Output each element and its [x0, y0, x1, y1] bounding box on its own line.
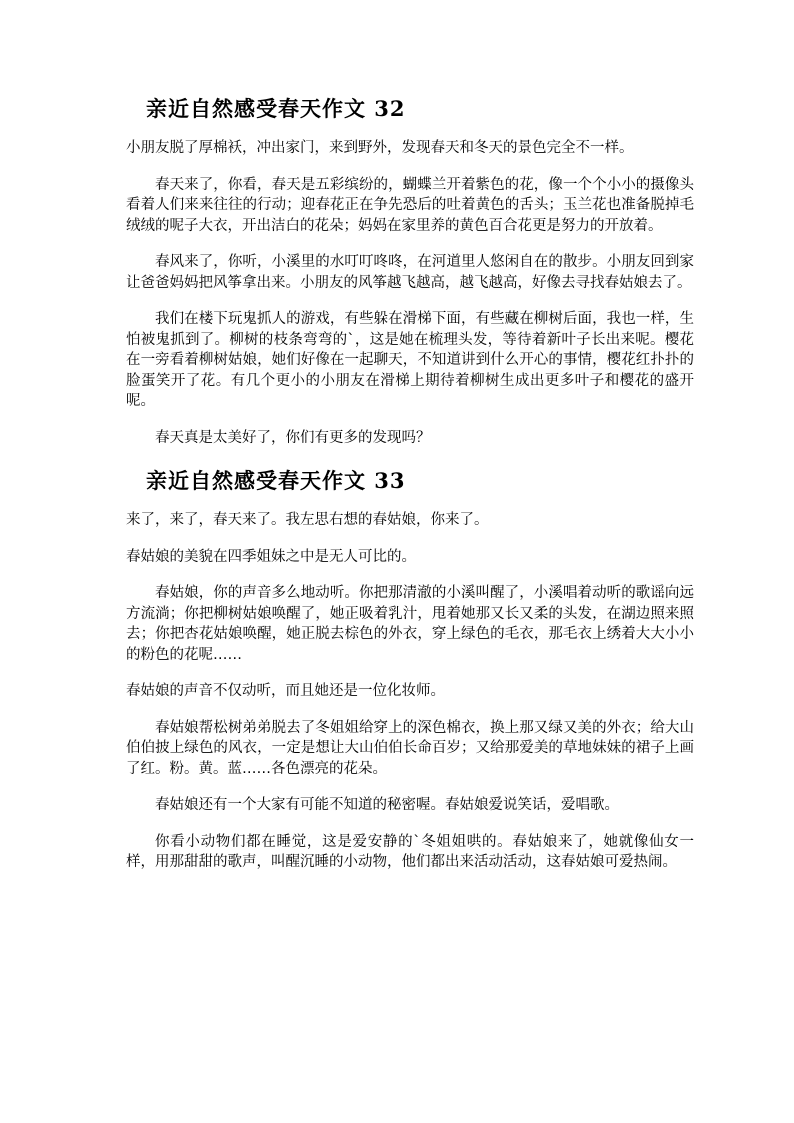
essay-33-paragraph: 来了，来了，春天来了。我左思右想的春姑娘，你来了。 — [126, 512, 489, 528]
essay-32-paragraph: 我们在楼下玩鬼抓人的游戏，有些躲在滑梯下面，有些藏在柳树后面，我也一样，生怕被鬼抓到了。柳树的枝条弯弯的`，这是她在梳理头发，等待着新叶子长出来呢。樱花在一旁看着柳树姑娘，她们好像在一起聊天，不知道讲到什么开心的事情，樱花红扑扑的脸蛋笑开了花。有几个更小的小朋友在滑梯上期待着柳树生成出更多叶子和樱花的盛开呢。 — [126, 311, 694, 409]
essay-33-paragraph: 春姑娘，你的声音多么地动听。你把那清澈的小溪叫醒了，小溪唱着动听的歌谣向远方流淌；你把柳树姑娘唤醒了，她正吸着乳汁，甩着她那又长又柔的头发，在湖边照来照去；你把杏花姑娘唤醒，她正脱去棕色的外衣，穿上绿色的毛衣，那毛衣上绣着大大小小的粉色的花呢…… — [126, 585, 694, 663]
essay-33-paragraph: 你看小动物们都在睡觉，这是爱安静的`冬姐姐哄的。春姑娘来了，她就像仙女一样，用那甜甜的歌声，叫醒沉睡的小动物，他们都出来活动活动，这春姑娘可爱热闹。 — [126, 833, 694, 870]
essay-33-paragraph: 春姑娘的美貌在四季姐妹之中是无人可比的。 — [126, 548, 416, 565]
essay-32-paragraph: 小朋友脱了厚棉袄，冲出家门，来到野外，发现春天和冬天的景色完全不一样。 — [126, 140, 634, 156]
essay-33-paragraph: 春姑娘的声音不仅动听，而且她还是一位化妆师。 — [126, 683, 445, 699]
essay-33-paragraph: 春姑娘还有一个大家有可能不知道的秘密喔。春姑娘爱说笑话，爱唱歌。 — [155, 797, 619, 813]
essay-33-paragraph: 春姑娘帮松树弟弟脱去了冬姐姐给穿上的深色棉衣，换上那又绿又美的外衣；给大山伯伯披上绿色的风衣，一定是想让大山伯伯长命百岁；又给那爱美的草地妹妹的裙子上画了红。粉。黄。蓝……各色漂亮的花朵。 — [126, 719, 694, 777]
essay-32-paragraph: 春风来了，你听，小溪里的水叮叮咚咚，在河道里人悠闲自在的散步。小朋友回到家让爸爸妈妈把风筝拿出来。小朋友的风筝越飞越高，越飞越高，好像去寻找春姑娘去了。 — [126, 254, 694, 291]
essay-33-title: 亲近自然感受春天作文 33 — [146, 468, 406, 493]
essay-32-paragraph: 春天来了，你看，春天是五彩缤纷的，蝴蝶兰开着紫色的花，像一个个小小的摄像头看着人们来来往往的行动；迎春花正在争先恐后的吐着黄色的舌头；玉兰花也准备脱掉毛绒绒的呢子大衣，开出洁白的花朵；妈妈在家里养的黄色百合花更是努力的开放着。 — [126, 176, 694, 234]
essay-32-title: 亲近自然感受春天作文 32 — [146, 96, 406, 121]
essay-32-paragraph: 春天真是太美好了，你们有更多的发现吗？ — [155, 429, 431, 446]
